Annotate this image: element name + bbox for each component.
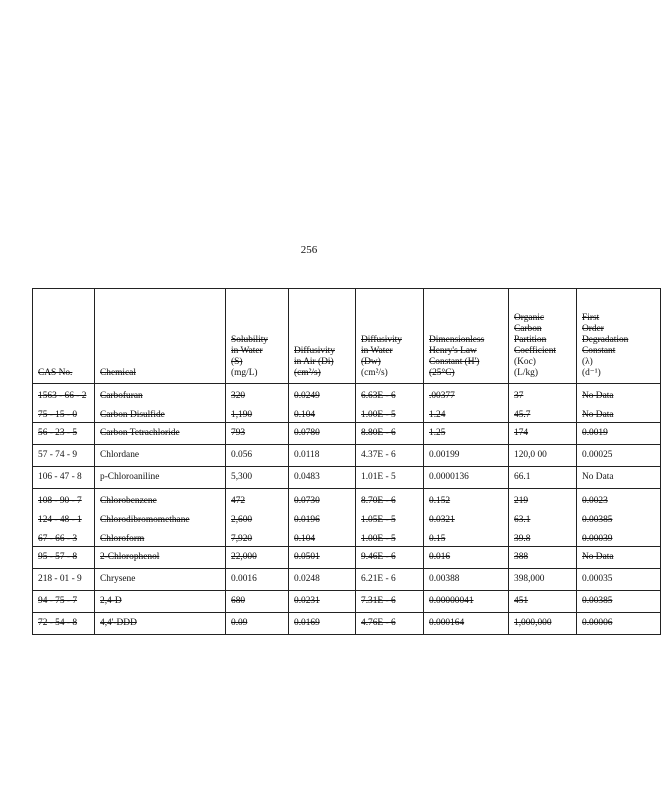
chemical-properties-table-container — [32, 288, 629, 654]
table-cell — [424, 569, 509, 591]
column-header-line: Degradation — [582, 335, 629, 345]
table-cell — [33, 547, 95, 569]
cell-value: 0.0023 — [582, 496, 608, 506]
column-header — [33, 289, 95, 384]
column-header-line: (S) — [231, 357, 243, 367]
cell-value: 0.00025 — [582, 450, 613, 460]
column-header — [577, 289, 661, 384]
table-row — [33, 569, 661, 591]
cell-value: 75 - 15 - 0 — [38, 410, 78, 420]
column-header-line: (cm²/s) — [361, 368, 388, 378]
table-cell — [424, 384, 509, 423]
column-header-line: Solubility — [231, 335, 268, 345]
table-cell — [356, 489, 424, 547]
cell-value: 2,4-D — [100, 596, 122, 606]
column-header-line: in Air (Di) — [294, 357, 334, 367]
table-cell — [95, 467, 226, 489]
table-cell — [509, 569, 577, 591]
table-cell — [577, 569, 661, 591]
cell-value: 22,000 — [231, 552, 257, 562]
cell-value: 0.00000041 — [429, 596, 474, 606]
table-cell — [424, 423, 509, 445]
cell-value: 0.0016 — [231, 574, 257, 584]
cell-value: 1.00E - 5 — [361, 410, 396, 420]
cell-value: 106 - 47 - 8 — [38, 472, 82, 482]
table-cell — [33, 467, 95, 489]
cell-value: 680 — [231, 596, 246, 606]
cell-value: 0.016 — [429, 552, 451, 562]
table-cell — [356, 591, 424, 613]
cell-value: 9.46E - 6 — [361, 552, 396, 562]
table-row — [33, 384, 661, 423]
cell-value: No Data — [582, 472, 614, 482]
table-cell — [33, 569, 95, 591]
table-cell — [289, 613, 356, 635]
table-row — [33, 613, 661, 635]
table-cell — [577, 591, 661, 613]
cell-value: 0.0483 — [294, 472, 320, 482]
cell-value: 4.37E - 6 — [361, 450, 396, 460]
cell-value: No Data — [582, 410, 614, 420]
cell-value: 0.104 — [294, 410, 316, 420]
table-cell — [33, 591, 95, 613]
cell-value: 0.0780 — [294, 428, 320, 438]
table-cell — [577, 489, 661, 547]
table-cell — [33, 423, 95, 445]
table-cell — [33, 613, 95, 635]
table-cell — [577, 613, 661, 635]
cell-value: 388 — [514, 552, 529, 562]
cell-value: No Data — [582, 391, 614, 401]
cell-value: 0.000164 — [429, 618, 465, 628]
column-header — [289, 289, 356, 384]
table-cell — [289, 569, 356, 591]
cell-value: No Data — [582, 552, 614, 562]
column-header-line: Diffusivity — [361, 335, 402, 345]
table-cell — [509, 384, 577, 423]
header-row — [33, 289, 661, 384]
table-cell — [226, 384, 289, 423]
column-header-line: (Koc) — [514, 357, 536, 367]
column-header-line: Dimensionless — [429, 335, 485, 345]
cell-value: 124 - 48 - 1 — [38, 515, 82, 525]
table-cell — [356, 384, 424, 423]
table-cell — [577, 384, 661, 423]
cell-value: 0.152 — [429, 496, 451, 506]
cell-value: 66.1 — [514, 472, 531, 482]
table-cell — [577, 445, 661, 467]
cell-value: .00377 — [429, 391, 455, 401]
table-cell — [509, 591, 577, 613]
table-cell — [226, 467, 289, 489]
table-cell — [226, 591, 289, 613]
column-header — [424, 289, 509, 384]
cell-value: 1,000,000 — [514, 618, 552, 628]
column-header-line: (λ) — [582, 357, 593, 367]
table-row — [33, 547, 661, 569]
table-cell — [226, 547, 289, 569]
table-cell — [356, 423, 424, 445]
cell-value: 0.00039 — [582, 534, 613, 544]
table-cell — [577, 467, 661, 489]
table-cell — [95, 423, 226, 445]
table-cell — [356, 547, 424, 569]
column-header-line: Constant — [582, 346, 616, 356]
table-cell — [424, 489, 509, 547]
cell-value: Carbon Disulfide — [100, 410, 165, 420]
cell-value: Carbofuran — [100, 391, 143, 401]
table-row — [33, 591, 661, 613]
cell-value: 94 - 75 - 7 — [38, 596, 78, 606]
cell-value: 63.1 — [514, 515, 531, 525]
table-cell — [289, 445, 356, 467]
cell-value: 0.104 — [294, 534, 316, 544]
cell-value: 37 — [514, 391, 524, 401]
table-cell — [95, 613, 226, 635]
cell-value: 0.0169 — [294, 618, 320, 628]
cell-value: 0.0118 — [294, 450, 320, 460]
table-cell — [424, 547, 509, 569]
table-cell — [95, 591, 226, 613]
cell-value: 0.0321 — [429, 515, 455, 525]
table-header — [33, 289, 661, 384]
table-cell — [509, 467, 577, 489]
table-cell — [424, 467, 509, 489]
cell-value: 0.0248 — [294, 574, 320, 584]
table-cell — [226, 445, 289, 467]
table-cell — [289, 547, 356, 569]
cell-value: 0.00385 — [582, 515, 613, 525]
cell-value: 1563 - 66 - 2 — [38, 391, 87, 401]
cell-value: 45.7 — [514, 410, 531, 420]
column-header-line: Organic — [514, 313, 545, 323]
column-header-line: Coefficient — [514, 346, 556, 356]
cell-value: 0.056 — [231, 450, 253, 460]
column-header — [226, 289, 289, 384]
table-cell — [33, 445, 95, 467]
table-cell — [424, 613, 509, 635]
column-header-line: in Water — [231, 346, 263, 356]
cell-value: 1.01E - 5 — [361, 472, 396, 482]
column-header-line: in Water — [361, 346, 393, 356]
column-header-line: (cm²/s) — [294, 368, 321, 378]
table-cell — [356, 569, 424, 591]
table-cell — [424, 591, 509, 613]
cell-value: 39.8 — [514, 534, 531, 544]
table-cell — [356, 467, 424, 489]
column-header-line: Partition — [514, 335, 547, 345]
cell-value: 0.0730 — [294, 496, 320, 506]
table-cell — [509, 613, 577, 635]
table-cell — [226, 489, 289, 547]
table-cell — [226, 569, 289, 591]
column-header-line: (Dw) — [361, 357, 381, 367]
cell-value: 0.0019 — [582, 428, 608, 438]
table-row — [33, 423, 661, 445]
cell-value: 6.21E - 6 — [361, 574, 396, 584]
cell-value: Chlorobenzene — [100, 496, 157, 506]
cell-value: 1.25 — [429, 428, 446, 438]
cell-value: 2-Chlorophenol — [100, 552, 160, 562]
chemical-properties-table — [32, 288, 661, 635]
cell-value: Chlordane — [100, 450, 140, 460]
table-cell — [95, 547, 226, 569]
table-cell — [577, 423, 661, 445]
cell-value: 0.00006 — [582, 618, 613, 628]
cell-value: 95 - 57 - 8 — [38, 552, 78, 562]
cell-value: Carbon Tetrachloride — [100, 428, 180, 438]
cell-value: 451 — [514, 596, 529, 606]
column-header-line: Carbon — [514, 324, 542, 334]
table-cell — [226, 423, 289, 445]
table-cell — [509, 547, 577, 569]
cell-value: 0.00388 — [429, 574, 460, 584]
cell-value: p-Chloroaniline — [100, 472, 160, 482]
cell-value: 0.0000136 — [429, 472, 469, 482]
column-header-line: Diffusivity — [294, 346, 335, 356]
cell-value: 7,920 — [231, 534, 253, 544]
table-cell — [289, 384, 356, 423]
cell-value: 174 — [514, 428, 529, 438]
table-cell — [577, 547, 661, 569]
cell-value: 793 — [231, 428, 246, 438]
table-cell — [95, 569, 226, 591]
table-cell — [95, 489, 226, 547]
cell-value: 6.63E - 6 — [361, 391, 396, 401]
cell-value: 72 - 54 - 8 — [38, 618, 78, 628]
cell-value: 8.70E - 6 — [361, 496, 396, 506]
cell-value: 5,300 — [231, 472, 253, 482]
cell-value: 398,000 — [514, 574, 545, 584]
cell-value: 8.80E - 6 — [361, 428, 396, 438]
column-header — [95, 289, 226, 384]
table-cell — [509, 445, 577, 467]
column-header-line: Chemical — [100, 368, 136, 378]
cell-value: 0.0249 — [294, 391, 320, 401]
cell-value: Chloroform — [100, 534, 145, 544]
table-cell — [289, 591, 356, 613]
column-header-line: (mg/L) — [231, 368, 258, 378]
table-cell — [509, 489, 577, 547]
column-header-line: First — [582, 313, 600, 323]
column-header-line: Order — [582, 324, 604, 334]
cell-value: 57 - 74 - 9 — [38, 450, 78, 460]
cell-value: 0.00199 — [429, 450, 460, 460]
table-cell — [226, 613, 289, 635]
column-header — [356, 289, 424, 384]
cell-value: 7.31E - 6 — [361, 596, 396, 606]
cell-value: 0.0501 — [294, 552, 320, 562]
table-row — [33, 489, 661, 547]
table-row — [33, 445, 661, 467]
cell-value: 4.76E - 6 — [361, 618, 396, 628]
column-header-line: Henry's Law — [429, 346, 477, 356]
table-row — [33, 467, 661, 489]
cell-value: 108 - 90 - 7 — [38, 496, 82, 506]
cell-value: 0.00385 — [582, 596, 613, 606]
table-cell — [356, 445, 424, 467]
table-cell — [289, 423, 356, 445]
column-header-line: Constant (H') — [429, 357, 480, 367]
table-cell — [356, 613, 424, 635]
cell-value: 472 — [231, 496, 246, 506]
column-header-line: (25°C) — [429, 368, 455, 378]
cell-value: 2,600 — [231, 515, 253, 525]
cell-value: 320 — [231, 391, 246, 401]
cell-value: 4,4'-DDD — [100, 618, 137, 628]
table-cell — [289, 489, 356, 547]
column-header — [509, 289, 577, 384]
column-header-line: (d⁻¹) — [582, 368, 601, 378]
cell-value: 56 - 23 - 5 — [38, 428, 78, 438]
cell-value: 0.0196 — [294, 515, 320, 525]
table-cell — [424, 445, 509, 467]
cell-value: 219 — [514, 496, 529, 506]
table-cell — [289, 467, 356, 489]
cell-value: 1,190 — [231, 410, 253, 420]
column-header-line: CAS No. — [38, 368, 73, 378]
table-cell — [95, 445, 226, 467]
cell-value: 120,0 00 — [514, 450, 547, 460]
cell-value: 1.05E - 5 — [361, 515, 396, 525]
cell-value: Chrysene — [100, 574, 136, 584]
cell-value: 0.09 — [231, 618, 248, 628]
table-cell — [33, 489, 95, 547]
cell-value: 218 - 01 - 9 — [38, 574, 82, 584]
cell-value: 1.00E - 5 — [361, 534, 396, 544]
cell-value: 1.24 — [429, 410, 446, 420]
table-cell — [509, 423, 577, 445]
column-header-line: (L/kg) — [514, 368, 538, 378]
table-body — [33, 384, 661, 635]
table-cell — [33, 384, 95, 423]
cell-value: 67 - 66 - 3 — [38, 534, 78, 544]
cell-value: 0.0231 — [294, 596, 320, 606]
table-cell — [95, 384, 226, 423]
cell-value: Chlorodibromomethane — [100, 515, 190, 525]
page-number: 256 — [300, 244, 318, 256]
cell-value: 0.00035 — [582, 574, 613, 584]
cell-value: 0.15 — [429, 534, 446, 544]
